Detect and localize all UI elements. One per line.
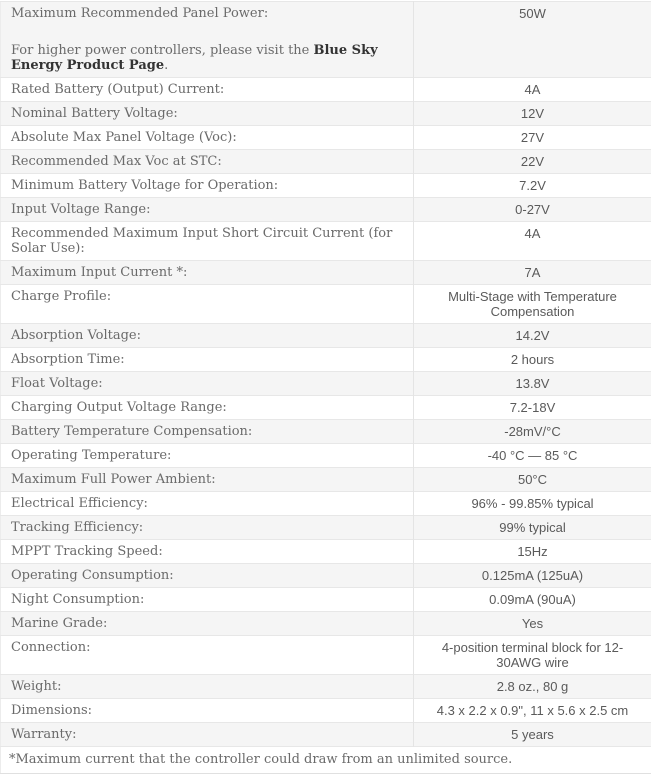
spec-note — [11, 43, 403, 73]
spec-label — [1, 324, 414, 348]
spec-label-text: Marine Grade: — [11, 616, 108, 631]
spec-value: 12V — [414, 102, 652, 126]
spec-value: 7.2V — [414, 174, 652, 198]
spec-value: 0.125mA (125uA) — [414, 564, 652, 588]
spec-row — [1, 2, 652, 78]
spec-label-text: Electrical Efficiency: — [11, 496, 148, 511]
spec-row — [1, 78, 652, 102]
spec-value: 2.8 oz., 80 g — [414, 675, 652, 699]
spec-row — [1, 198, 652, 222]
spec-label-text: Float Voltage: — [11, 376, 103, 391]
spec-value: 2 hours — [414, 348, 652, 372]
spec-value: 5 years — [414, 723, 652, 747]
spec-value: 27V — [414, 126, 652, 150]
spec-row — [1, 102, 652, 126]
spec-row — [1, 468, 652, 492]
spec-label-text: Battery Temperature Compensation: — [11, 424, 253, 439]
spec-label — [1, 420, 414, 444]
spec-label — [1, 636, 414, 675]
spec-row — [1, 699, 652, 723]
spec-label — [1, 588, 414, 612]
spec-value: 50°C — [414, 468, 652, 492]
spec-label — [1, 372, 414, 396]
spec-label-text: Absolute Max Panel Voltage (Voc): — [11, 130, 237, 145]
spec-row — [1, 150, 652, 174]
spec-label-text: Rated Battery (Output) Current: — [11, 82, 225, 97]
spec-value: 50W — [414, 2, 652, 78]
spec-label — [1, 150, 414, 174]
spec-label-text: Minimum Battery Voltage for Operation: — [11, 178, 279, 193]
spec-label-text: Night Consumption: — [11, 592, 145, 607]
spec-label — [1, 222, 414, 261]
spec-label-text: Charge Profile: — [11, 289, 112, 304]
spec-row — [1, 516, 652, 540]
spec-label — [1, 699, 414, 723]
spec-label — [1, 516, 414, 540]
footnote: *Maximum current that the controller could draw from an unlimited source. — [1, 747, 652, 774]
spec-label-text: Recommended Maximum Input Short Circuit Current (for Solar Use): — [11, 226, 393, 256]
spec-row — [1, 261, 652, 285]
spec-row — [1, 723, 652, 747]
spec-row — [1, 285, 652, 324]
spec-row — [1, 564, 652, 588]
spec-value: 4A — [414, 222, 652, 261]
spec-label-text: Input Voltage Range: — [11, 202, 151, 217]
spec-value: 99% typical — [414, 516, 652, 540]
spec-label-text: Absorption Time: — [11, 352, 125, 367]
spec-row — [1, 174, 652, 198]
spec-row — [1, 348, 652, 372]
spec-row — [1, 324, 652, 348]
spec-value: 0-27V — [414, 198, 652, 222]
spec-note-prefix: For higher power controllers, please visit the — [11, 43, 314, 58]
spec-value: 22V — [414, 150, 652, 174]
spec-row — [1, 588, 652, 612]
spec-row — [1, 222, 652, 261]
spec-label — [1, 78, 414, 102]
spec-value: 96% - 99.85% typical — [414, 492, 652, 516]
spec-label — [1, 675, 414, 699]
spec-label — [1, 396, 414, 420]
spec-value: -28mV/°C — [414, 420, 652, 444]
spec-value: 0.09mA (90uA) — [414, 588, 652, 612]
spec-value: 14.2V — [414, 324, 652, 348]
spec-note-suffix: . — [164, 58, 169, 73]
spec-table-body — [1, 2, 652, 747]
spec-value: Yes — [414, 612, 652, 636]
spec-label-text: Warranty: — [11, 727, 77, 742]
spec-row — [1, 540, 652, 564]
spec-label-text: Recommended Max Voc at STC: — [11, 154, 222, 169]
spec-label — [1, 198, 414, 222]
spec-label-text: Maximum Input Current *: — [11, 265, 188, 280]
spec-label-text: Maximum Recommended Panel Power: — [11, 6, 269, 21]
spec-row — [1, 372, 652, 396]
spec-row — [1, 636, 652, 675]
spec-value: 4A — [414, 78, 652, 102]
product-page-link[interactable]: Blue Sky Energy Product Page — [11, 43, 378, 73]
spec-value: 7.2-18V — [414, 396, 652, 420]
spec-label — [1, 723, 414, 747]
spec-label — [1, 285, 414, 324]
spec-value: 4-position terminal block for 12-30AWG wire — [414, 636, 652, 675]
spec-label-text: Absorption Voltage: — [11, 328, 142, 343]
spec-row — [1, 420, 652, 444]
spec-label — [1, 261, 414, 285]
spec-table — [0, 1, 651, 774]
spec-label-text: Weight: — [11, 679, 62, 694]
spec-row — [1, 492, 652, 516]
spec-label — [1, 2, 414, 78]
spec-value: 15Hz — [414, 540, 652, 564]
spec-label-text: Operating Consumption: — [11, 568, 174, 583]
spec-label-text: Charging Output Voltage Range: — [11, 400, 227, 415]
spec-label — [1, 102, 414, 126]
spec-label-text: Dimensions: — [11, 703, 93, 718]
spec-label — [1, 468, 414, 492]
spec-value: Multi-Stage with Temperature Compensation — [414, 285, 652, 324]
spec-table-foot — [1, 747, 652, 774]
spec-label — [1, 612, 414, 636]
spec-row — [1, 396, 652, 420]
spec-value: 4.3 x 2.2 x 0.9", 11 x 5.6 x 2.5 cm — [414, 699, 652, 723]
spec-label-text: Nominal Battery Voltage: — [11, 106, 178, 121]
spec-label-text: Tracking Efficiency: — [11, 520, 144, 535]
spec-label — [1, 126, 414, 150]
spec-label — [1, 492, 414, 516]
spec-label-text: Connection: — [11, 640, 91, 655]
spec-label — [1, 564, 414, 588]
spec-value: -40 °C — 85 °C — [414, 444, 652, 468]
spec-label — [1, 348, 414, 372]
spec-row — [1, 675, 652, 699]
spec-value: 13.8V — [414, 372, 652, 396]
spec-row — [1, 444, 652, 468]
footnote-row — [1, 747, 652, 774]
spec-label-text: Maximum Full Power Ambient: — [11, 472, 216, 487]
spec-label — [1, 540, 414, 564]
spec-label-text: MPPT Tracking Speed: — [11, 544, 163, 559]
spec-label — [1, 444, 414, 468]
spec-row — [1, 126, 652, 150]
spec-label-text: Operating Temperature: — [11, 448, 172, 463]
spec-label — [1, 174, 414, 198]
spec-row — [1, 612, 652, 636]
spec-value: 7A — [414, 261, 652, 285]
